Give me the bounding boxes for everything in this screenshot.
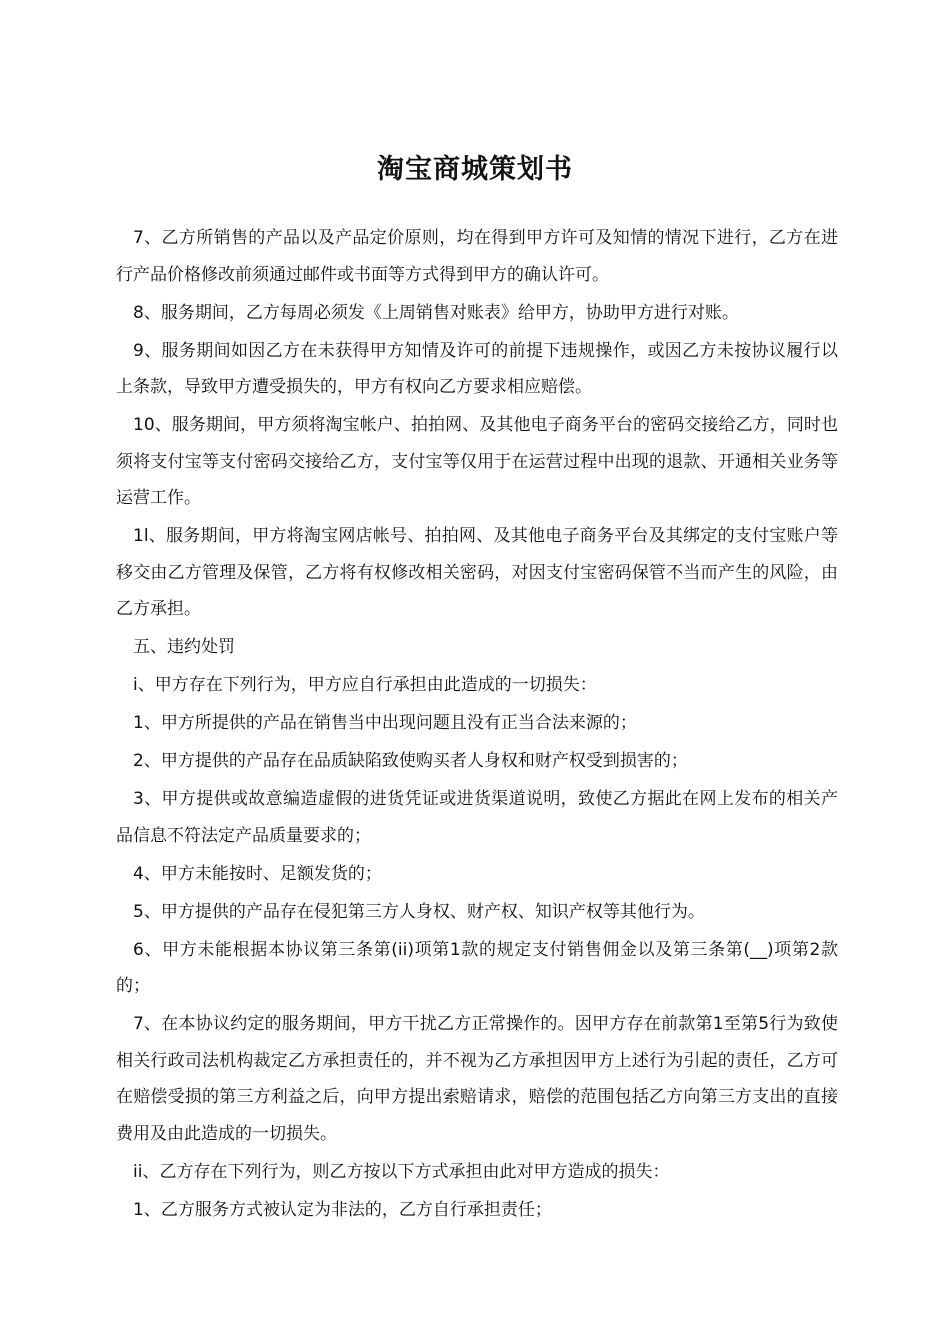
list-item: 6、甲方未能根据本协议第三条第(ii)项第1款的规定支付销售佣金以及第三条第(__)项第2款的； bbox=[116, 939, 838, 996]
section-heading-breach-penalty: 五、违约处罚 bbox=[133, 637, 235, 657]
subsection-ii-party-b: ii、乙方存在下列行为，则乙方按以下方式承担由此对甲方造成的损失： bbox=[133, 1161, 670, 1182]
paragraph-9-violation: 9、服务期间如因乙方在未获得甲方知情及许可的前提下违规操作，或因乙方未按协议履行以上条款，导致甲方遭受损失的，甲方有权向乙方要求相应赔偿。 bbox=[116, 340, 838, 397]
list-item: 3、甲方提供或故意编造虚假的进货凭证或进货渠道说明，致使乙方据此在网上发布的相关产品信息不符法定产品质量要求的； bbox=[116, 789, 838, 846]
paragraph-8-weekly-report: 8、服务期间，乙方每周必须发《上周销售对账表》给甲方，协助甲方进行对账。 bbox=[133, 302, 739, 323]
paragraph-11-account-custody: 1l、服务期间，甲方将淘宝网店帐号、拍拍网、及其他电子商务平台及其绑定的支付宝账户等移交由乙方管理及保管，乙方将有权修改相关密码，对因支付宝密码保管不当而产生的风险，由乙方承担。 bbox=[116, 526, 838, 619]
page-title: 淘宝商城策划书 bbox=[377, 154, 573, 186]
subsection-i-party-a: i、甲方存在下列行为，甲方应自行承担由此造成的一切损失： bbox=[133, 675, 597, 695]
document-body bbox=[116, 220, 838, 1230]
paragraph-10-passwords: 10、服务期间，甲方须将淘宝帐户、拍拍网、及其他电子商务平台的密码交接给乙方，同时也须将支付宝等支付密码交接给乙方，支付宝等仅用于在运营过程中出现的退款、开通相关业务等运营工作。 bbox=[116, 415, 838, 508]
list-item: 7、在本协议约定的服务期间，甲方干扰乙方正常操作的。因甲方存在前款第1至第5行为致使相关行政司法机构裁定乙方承担责任的，并不视为乙方承担因甲方上述行为引起的责任，乙方可在赔偿受损的第三方利益之后，向甲方提出索赔请求，赔偿的范围包括乙方向第三方支出的直接费用及由此造成的一切损失。 bbox=[116, 1014, 838, 1144]
list-item: 1、甲方所提供的产品在销售当中出现问题且没有正当合法来源的； bbox=[133, 713, 637, 733]
list-item: 5、甲方提供的产品存在侵犯第三方人身权、财产权、知识产权等其他行为。 bbox=[133, 901, 705, 922]
paragraph-7-pricing: 7、乙方所销售的产品以及产品定价原则，均在得到甲方许可及知情的情况下进行，乙方在进行产品价格修改前须通过邮件或书面等方式得到甲方的确认许可。 bbox=[116, 228, 838, 285]
list-item: 2、甲方提供的产品存在品质缺陷致使购买者人身权和财产权受到损害的； bbox=[133, 751, 688, 771]
list-item: 4、甲方未能按时、足额发货的； bbox=[133, 863, 382, 884]
list-item: 1、乙方服务方式被认定为非法的，乙方自行承担责任； bbox=[133, 1199, 552, 1220]
